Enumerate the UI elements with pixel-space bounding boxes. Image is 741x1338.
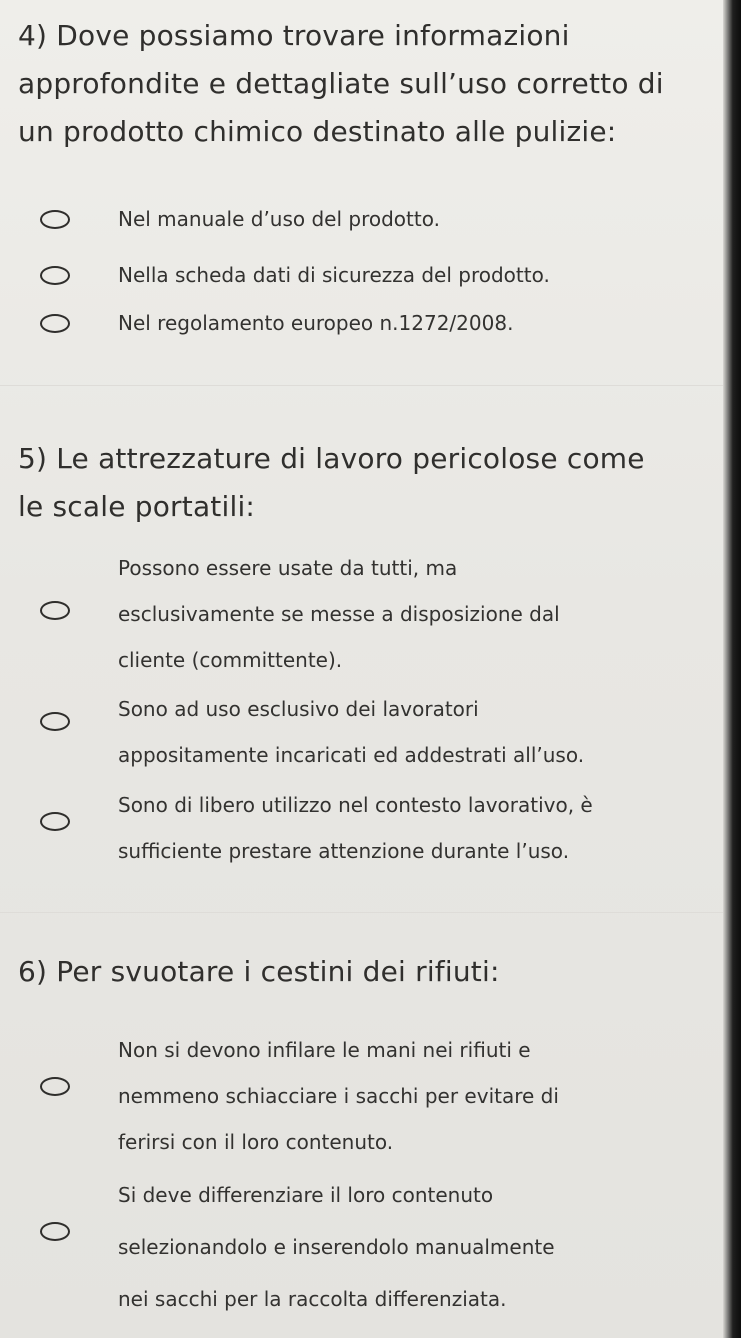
question-4-option-2[interactable]: [0, 252, 723, 298]
option-label: Nel regolamento europeo n.1272/2008.: [118, 311, 514, 335]
radio-button[interactable]: [40, 1222, 70, 1241]
radio-button[interactable]: [40, 601, 70, 620]
radio-button[interactable]: [40, 314, 70, 333]
option-label-line: nei sacchi per la raccolta differenziata.: [118, 1287, 507, 1311]
divider: [0, 912, 723, 913]
option-label-line: cliente (committente).: [118, 648, 343, 672]
option-label-line: appositamente incaricati ed addestrati all’uso.: [118, 743, 585, 767]
question-4-option-1[interactable]: [0, 196, 723, 242]
question-4-title: 4) Dove possiamo trovare informazioni approfondite e dettagliate sull’uso corretto di un prodotto chimico destinato alle pulizie:: [18, 19, 664, 148]
question-5-title: 5) Le attrezzature di lavoro pericolose come le scale portatili:: [18, 442, 645, 523]
question-5-option-3[interactable]: [0, 782, 723, 874]
divider: [0, 385, 723, 386]
question-4-option-3[interactable]: [0, 300, 723, 346]
radio-button[interactable]: [40, 1077, 70, 1096]
radio-button[interactable]: [40, 266, 70, 285]
option-label-line: sufficiente prestare attenzione durante l’uso.: [118, 839, 570, 863]
radio-button[interactable]: [40, 812, 70, 831]
radio-button[interactable]: [40, 712, 70, 731]
option-label-line: Si deve differenziare il loro contenuto: [118, 1183, 494, 1207]
option-label-line: nemmeno schiacciare i sacchi per evitare di: [118, 1084, 559, 1108]
option-label-line: Sono di libero utilizzo nel contesto lavorativo, è: [118, 793, 593, 817]
option-label: Nel manuale d’uso del prodotto.: [118, 207, 440, 231]
question-6-option-2[interactable]: [0, 1172, 723, 1310]
question-6-option-1[interactable]: [0, 1027, 723, 1165]
screen-edge: [723, 0, 741, 1338]
option-label-line: Possono essere usate da tutti, ma: [118, 556, 458, 580]
radio-button[interactable]: [40, 210, 70, 229]
option-label-line: ferirsi con il loro contenuto.: [118, 1130, 394, 1154]
question-5-option-1[interactable]: [0, 545, 723, 683]
option-label: Nella scheda dati di sicurezza del prodotto.: [118, 263, 550, 287]
option-label-line: Non si devono infilare le mani nei rifiuti e: [118, 1038, 531, 1062]
question-5-option-2[interactable]: [0, 686, 723, 778]
option-label-line: esclusivamente se messe a disposizione dal: [118, 602, 560, 626]
question-6-title: 6) Per svuotare i cestini dei rifiuti:: [18, 955, 500, 988]
option-label-line: Sono ad uso esclusivo dei lavoratori: [118, 697, 479, 721]
option-label-line: selezionandolo e inserendolo manualmente: [118, 1235, 555, 1259]
